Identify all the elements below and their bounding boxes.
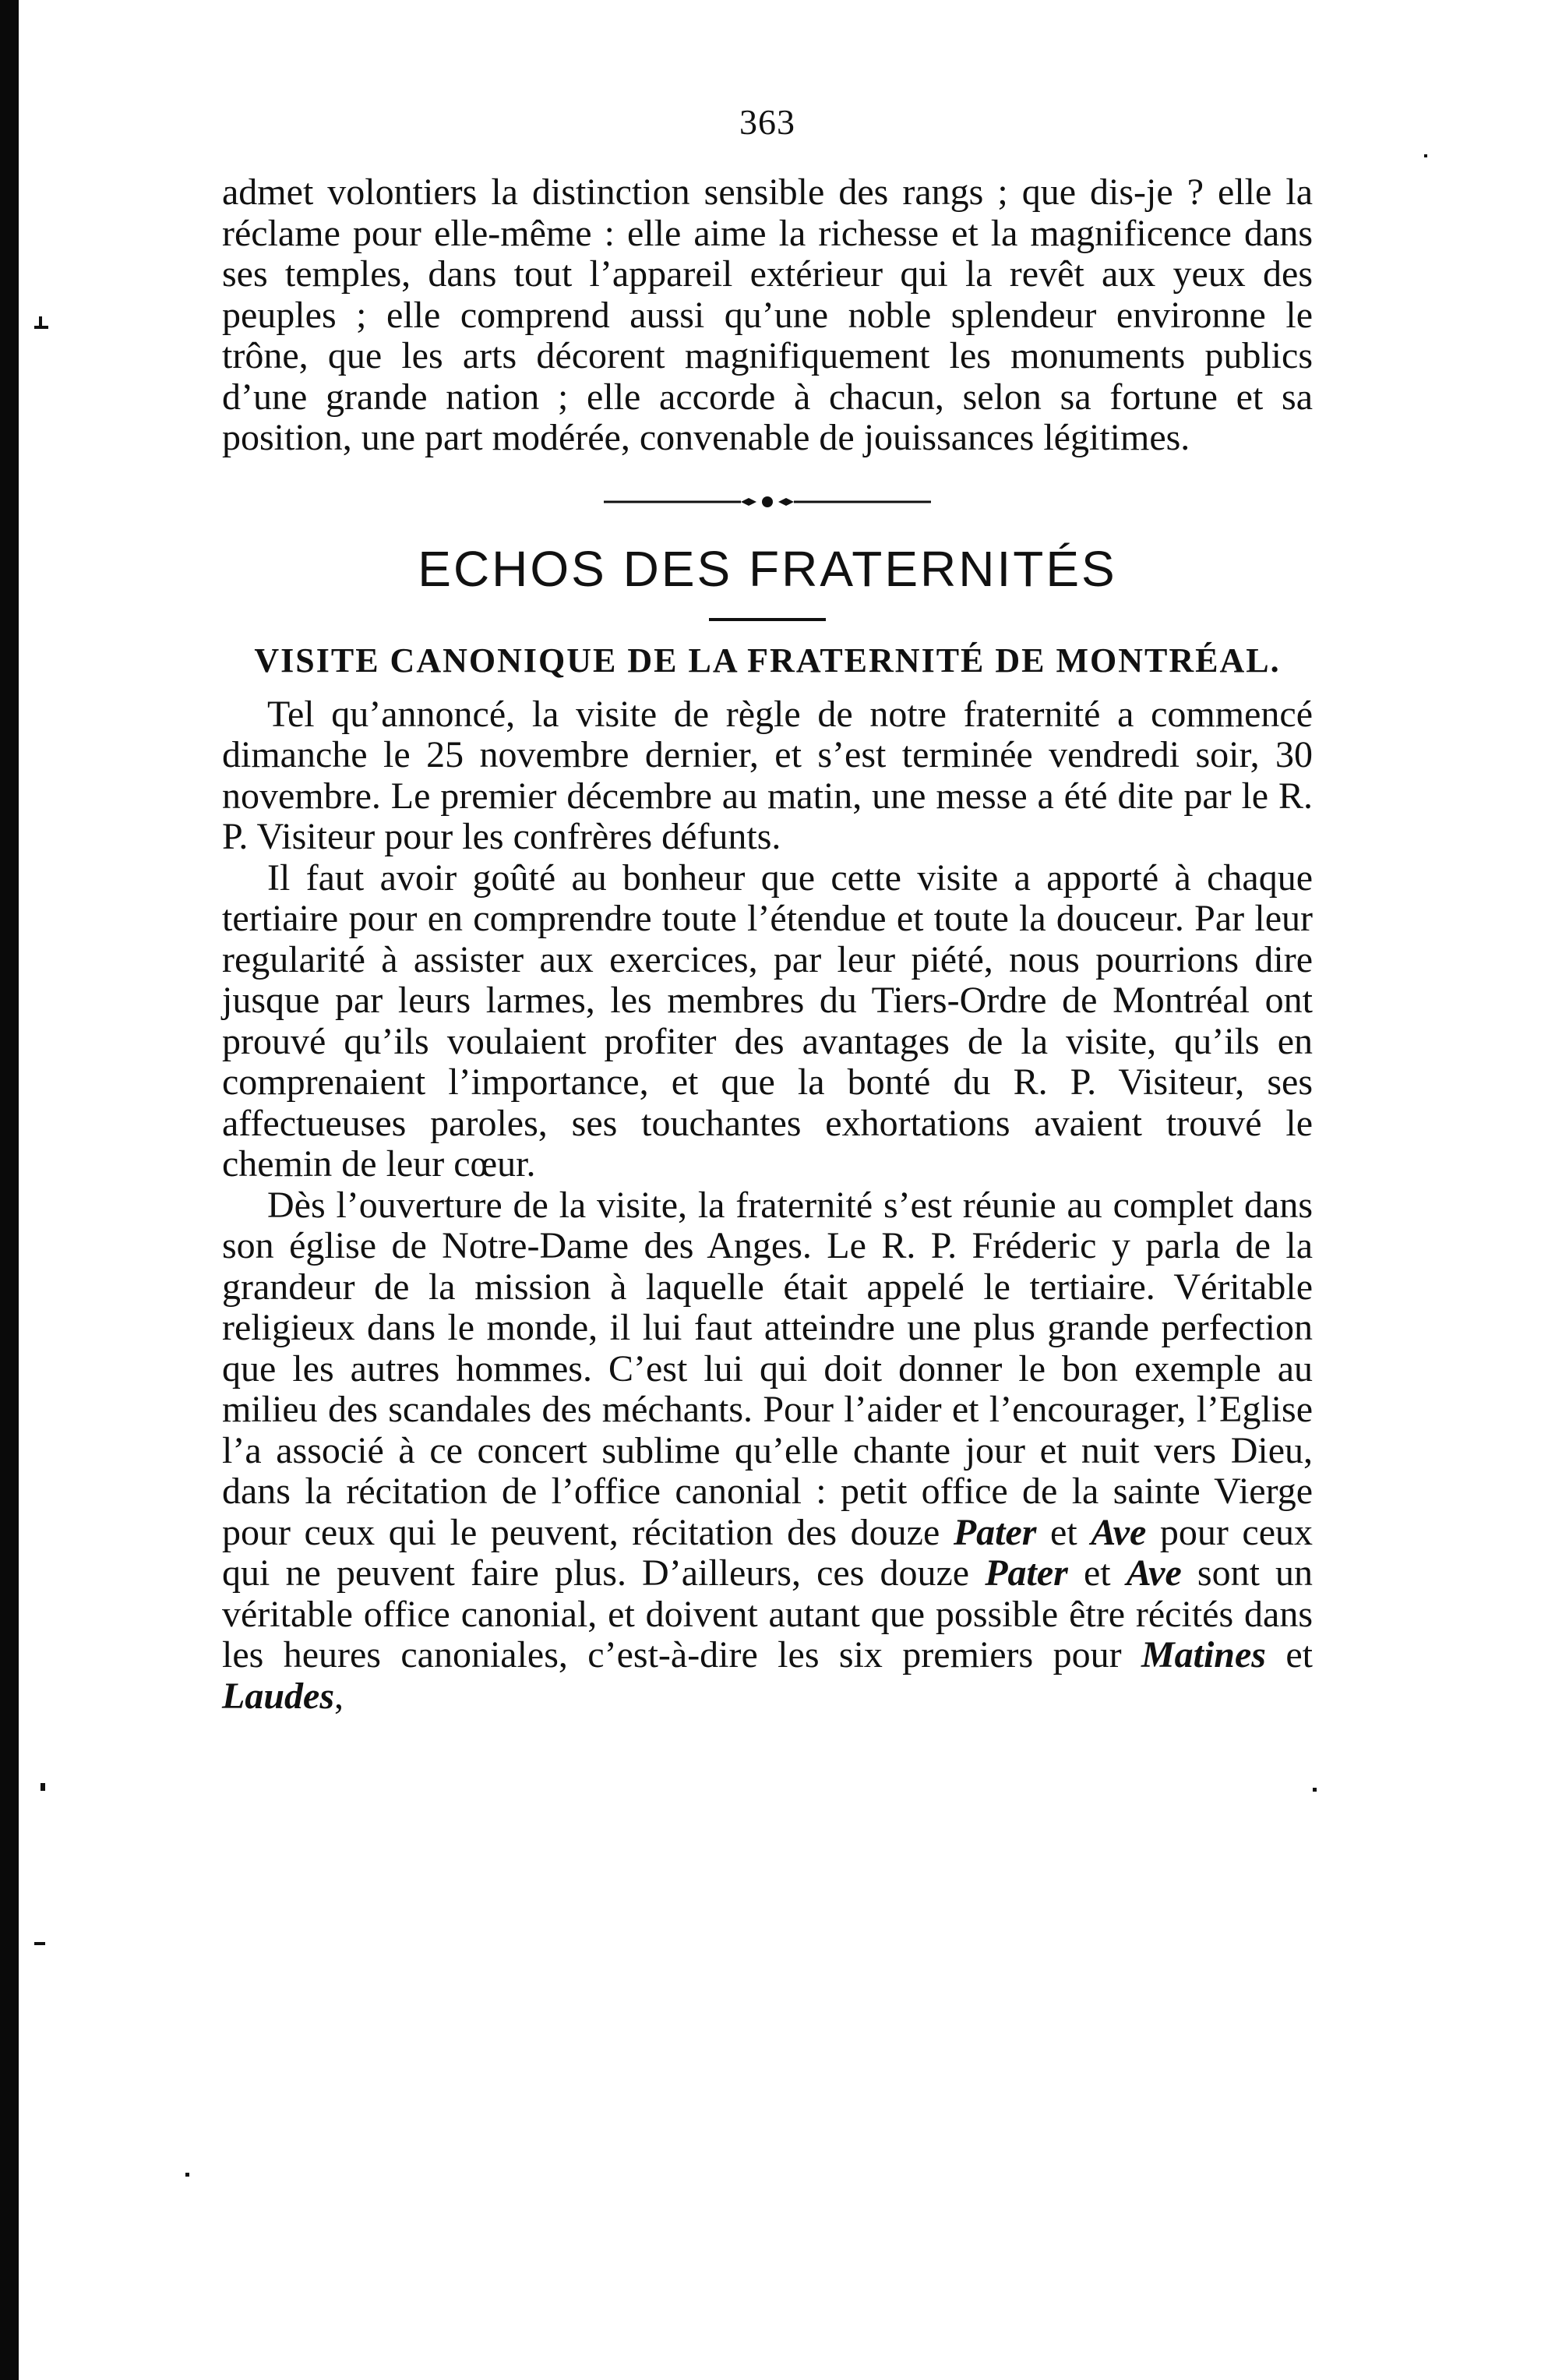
italic-term: Pater <box>953 1511 1037 1553</box>
text-run: , <box>334 1675 344 1717</box>
italic-term: Laudes <box>222 1675 334 1717</box>
page-number: 363 <box>739 102 795 142</box>
paragraph: Tel qu’annoncé, la visite de règle de notre fraternité a commencé dimanche le 25 novembre dernier, et s’est terminée vendredi soir, 30 novembre. Le premier décembre au matin, une messe a été dite par le R. P. Visiteur pour les confrères défunts. <box>222 693 1313 857</box>
text-run: pour ceux qui ne peuvent faire plus. D’ailleurs, ces douze <box>222 1511 1314 1594</box>
section-title: ECHOS DES FRATERNITÉS <box>418 540 1117 597</box>
margin-mark <box>1313 1788 1317 1792</box>
text-run: et <box>1067 1552 1127 1594</box>
title-rule <box>709 618 826 621</box>
text-run: sont un véritable office canonial, et doivent autant que possible être récités dans les heures canoniales, c’est-à-dire les six premiers pour <box>222 1552 1314 1676</box>
italic-term: Ave <box>1126 1552 1182 1594</box>
continued-paragraph: admet volontiers la distinction sensible des rangs ; que dis-je ? elle la réclame pour elle-même : elle aime la richesse et la magnificence dans ses temples, dans tout l’appareil extérieur qui la revêt aux yeux des peuples ; elle comprend aussi qu’une noble splendeur environne le trône, que les arts décorent magnifiquement les monuments publics d’une grande nation ; elle accorde à chacun, selon sa fortune et sa position, une part modérée, convenable de jouissances légitimes. <box>222 171 1313 458</box>
margin-mark <box>1424 154 1427 157</box>
margin-mark <box>185 2173 189 2177</box>
text-run: et <box>1036 1511 1091 1553</box>
italic-term: Pater <box>985 1552 1068 1594</box>
text-run: Dès l’ouverture de la visite, la fraternité s’est réunie au complet dans son église de Notre-Dame des Anges. Le R. P. Fréderic y parla de la grandeur de la mission à laquelle était appelé le tertiaire. Véritable religieux dans le monde, il lui faut atteindre une plus grande perfection que les autres hommes. C’est lui qui doit donner le bon exemple au milieu des scandales des méchants. Pour l’aider et l’encourager, l’Eglise l’a associé à ce concert sublime qu’elle chante jour et nuit vers Dieu, dans la récitation de l’office canonial : petit office de la sainte Vierge pour ceux qui le peuvent, récitation des douze <box>222 1184 1313 1553</box>
italic-term: Ave <box>1091 1511 1147 1553</box>
margin-mark <box>34 1942 45 1945</box>
ornament-divider <box>604 490 931 514</box>
section-subtitle: VISITE CANONIQUE DE LA FRATERNITÉ DE MONTRÉAL. <box>254 641 1281 680</box>
margin-mark <box>41 1783 45 1791</box>
book-page <box>222 101 1313 1717</box>
paragraph <box>222 1185 1313 1718</box>
italic-term: Matines <box>1141 1634 1266 1676</box>
paragraph: Il faut avoir goûté au bonheur que cette visite a apporté à chaque tertiaire pour en comprendre toute l’étendue et toute la douceur. Par leur regularité à assister aux exercices, par leur piété, nous pourrions dire jusque par leurs larmes, les membres du Tiers-Ordre de Montréal ont prouvé qu’ils voulaient profiter des avantages de la visite, qu’ils en comprenaient l’importance, et que la bonté du R. P. Visiteur, ses affectueuses paroles, ses touchantes exhortations avaient trouvé le chemin de leur cœur. <box>222 856 1313 1185</box>
margin-mark <box>39 316 42 329</box>
text-run: et <box>1265 1634 1314 1676</box>
binding-edge <box>0 0 19 2380</box>
